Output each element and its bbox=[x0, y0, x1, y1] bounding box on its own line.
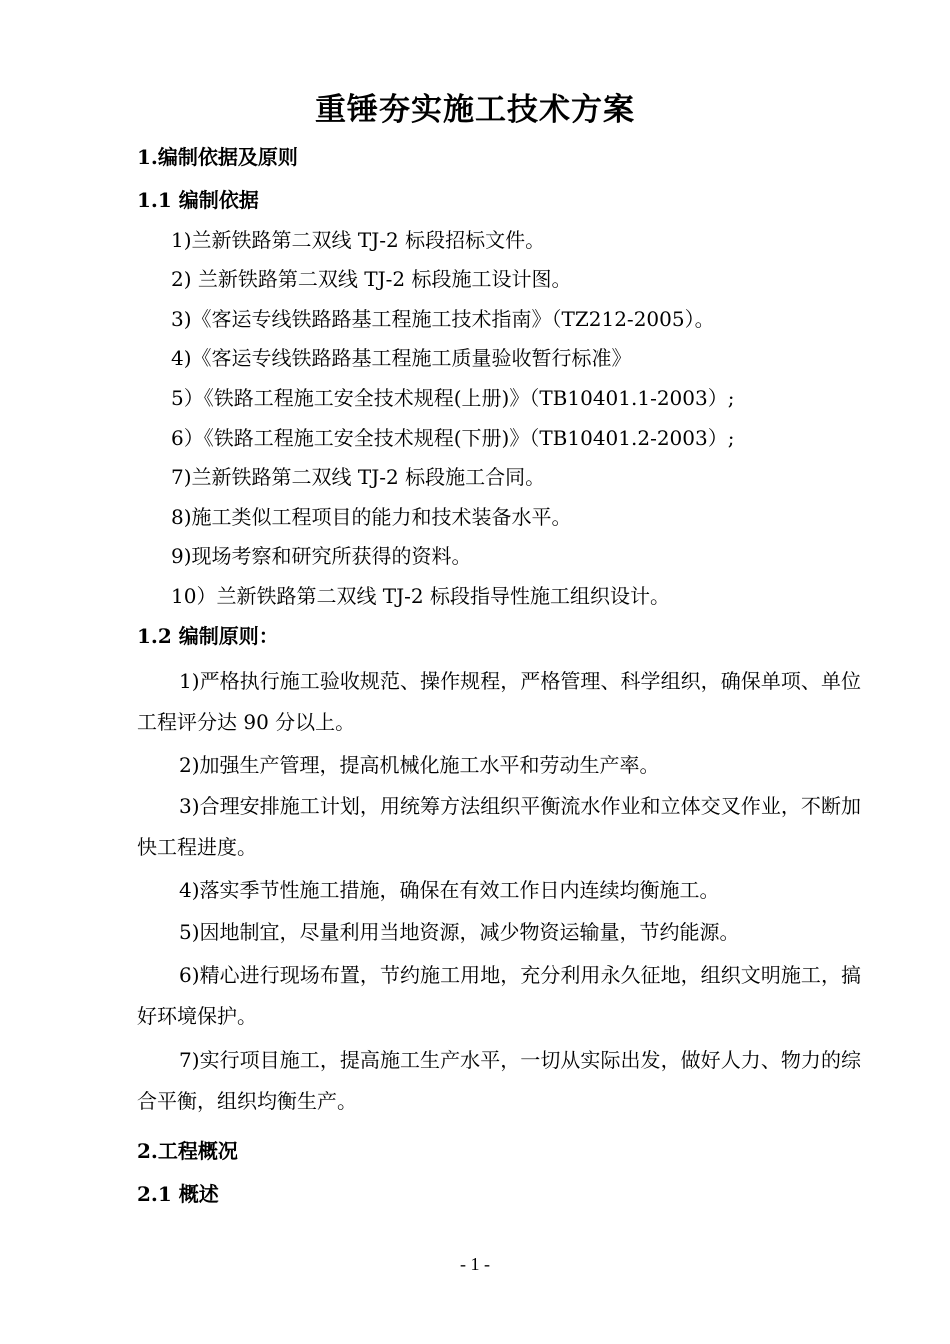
document-title: 重锤夯实施工技术方案 bbox=[315, 92, 635, 128]
basis-item-5: 5）《铁路工程施工安全技术规程(上册)》（TB10401.1-2003）; bbox=[171, 386, 735, 410]
basis-item-6: 6）《铁路工程施工安全技术规程(下册)》（TB10401.2-2003）; bbox=[171, 426, 735, 450]
basis-item-1: 1)兰新铁路第二双线 TJ-2 标段招标文件。 bbox=[171, 228, 546, 252]
principle-paragraph-2: 2)加强生产管理，提高机械化施工水平和劳动生产率。 bbox=[179, 753, 660, 777]
principle-paragraph-3: 3)合理安排施工计划，用统筹方法组织平衡流水作业和立体交叉作业，不断加快工程进度。 bbox=[137, 794, 861, 859]
basis-item-4: 4)《客运专线铁路路基工程施工质量验收暂行标准》 bbox=[171, 346, 632, 370]
section-1-heading: 1.编制依据及原则 bbox=[137, 145, 298, 169]
page-number: - 1 - bbox=[460, 1254, 490, 1274]
section-2-1-heading: 2.1 概述 bbox=[137, 1182, 219, 1206]
section-2-heading: 2.工程概况 bbox=[137, 1139, 238, 1163]
basis-item-7: 7)兰新铁路第二双线 TJ-2 标段施工合同。 bbox=[171, 465, 546, 489]
principle-paragraph-4: 4)落实季节性施工措施，确保在有效工作日内连续均衡施工。 bbox=[179, 878, 720, 902]
principle-paragraph-5: 5)因地制宜，尽量利用当地资源，减少物资运输量，节约能源。 bbox=[179, 920, 740, 944]
basis-item-8: 8)施工类似工程项目的能力和技术装备水平。 bbox=[171, 505, 572, 529]
basis-item-2: 2) 兰新铁路第二双线 TJ-2 标段施工设计图。 bbox=[171, 267, 572, 291]
section-1-1-heading: 1.1 编制依据 bbox=[137, 188, 259, 212]
principle-paragraph-1: 1)严格执行施工验收规范、操作规程，严格管理、科学组织，确保单项、单位工程评分达 90 分以上。 bbox=[137, 669, 861, 734]
section-1-2-heading: 1.2 编制原则： bbox=[137, 624, 279, 648]
principle-paragraph-6: 6)精心进行现场布置，节约施工用地，充分利用永久征地，组织文明施工，搞好环境保护。 bbox=[137, 963, 861, 1028]
principle-paragraph-7: 7)实行项目施工，提高施工生产水平，一切从实际出发，做好人力、物力的综合平衡，组织均衡生产。 bbox=[137, 1048, 861, 1113]
basis-item-10: 10）兰新铁路第二双线 TJ-2 标段指导性施工组织设计。 bbox=[171, 584, 671, 608]
basis-item-9: 9)现场考察和研究所获得的资料。 bbox=[171, 544, 472, 568]
basis-item-3: 3)《客运专线铁路路基工程施工技术指南》（TZ212-2005）。 bbox=[171, 307, 715, 331]
